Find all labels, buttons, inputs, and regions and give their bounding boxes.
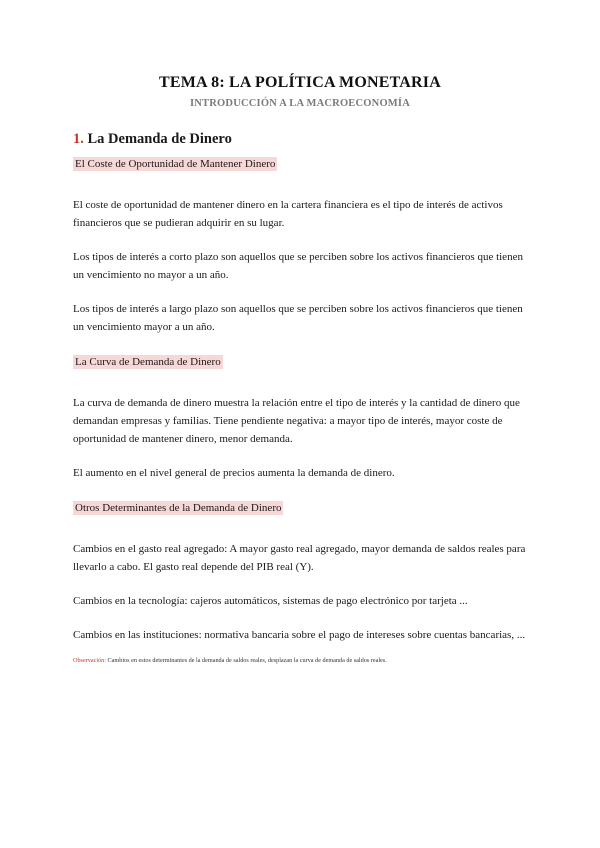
paragraph: Cambios en la tecnología: cajeros automáticos, sistemas de pago electrónico por tarjeta ... xyxy=(73,595,468,607)
subsection-heading-coste-oportunidad: El Coste de Oportunidad de Mantener Dinero xyxy=(75,158,276,170)
paragraph: El coste de oportunidad de mantener dinero en la cartera financiera es el tipo de interés de activos financieros que se pudieran adquirir en su lugar. xyxy=(73,199,503,229)
observation-label: Observación: xyxy=(73,657,106,664)
subsection-heading-curva-demanda: La Curva de Demanda de Dinero xyxy=(75,356,221,368)
observation-text: Cambios en estos determinantes de la demanda de saldos reales, desplazan la curva de demanda de saldos reales. xyxy=(106,657,387,664)
section-heading xyxy=(73,131,533,148)
section-title: La Demanda de Dinero xyxy=(87,131,232,147)
subsection-heading-otros-determinantes: Otros Determinantes de la Demanda de Dinero xyxy=(75,502,282,514)
page-title: TEMA 8: LA POLÍTICA MONETARIA xyxy=(159,74,441,91)
paragraph: La curva de demanda de dinero muestra la relación entre el tipo de interés y la cantidad de dinero que demandan empresas y familias. Tiene pendiente negativa: a mayor tipo de interés, mayor coste de oportunidad de mantener dinero, menor demanda. xyxy=(73,397,520,445)
page-subtitle: INTRODUCCIÓN A LA MACROECONOMÍA xyxy=(189,98,410,109)
paragraph: Los tipos de interés a largo plazo son aquellos que se perciben sobre los activos financieros que tienen un vencimiento mayor a un año. xyxy=(73,303,523,333)
observation-note xyxy=(73,656,533,666)
section-demanda-dinero xyxy=(73,131,533,666)
paragraph: Los tipos de interés a corto plazo son aquellos que se perciben sobre los activos financieros que tienen un vencimiento no mayor a un año. xyxy=(73,251,523,281)
section-number: 1. xyxy=(73,131,84,147)
paragraph: Cambios en las instituciones: normativa bancaria sobre el pago de intereses sobre cuentas bancarias, ... xyxy=(73,629,526,641)
paragraph: Cambios en el gasto real agregado: A mayor gasto real agregado, mayor demanda de saldos reales para llevarlo a cabo. El gasto real depende del PIB real (Y). xyxy=(73,543,526,573)
paragraph: El aumento en el nivel general de precios aumenta la demanda de dinero. xyxy=(73,467,395,479)
